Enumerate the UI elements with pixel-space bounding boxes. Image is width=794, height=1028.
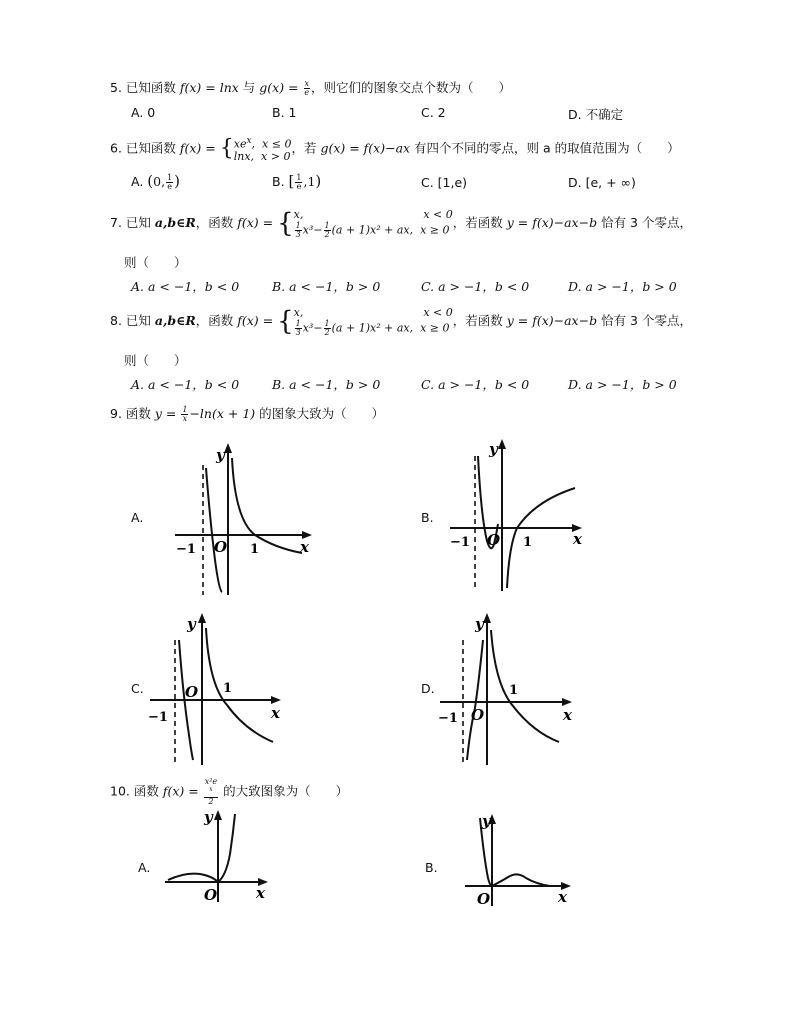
q9-graph-a-label: A. [131, 510, 144, 525]
svg-text:−1: −1 [450, 535, 470, 550]
q9-graph-a [170, 440, 320, 600]
q7-option-a: A. a < −1，b < 0 [131, 279, 240, 294]
q6-mid: ，若 [291, 140, 321, 156]
q6-option-a: A. (0, $\frac{1}{e}$ ) [131, 172, 181, 191]
svg-text:O: O [487, 531, 501, 549]
q8-option-a: A. a < −1，b < 0 [131, 377, 240, 392]
q6-option-d: D. [e, + ∞) [568, 175, 636, 190]
q5-g-fraction: $\frac{x}{e}$ [304, 79, 310, 97]
q9-graph-b [445, 436, 590, 596]
svg-text:y: y [489, 440, 498, 458]
svg-text:−1: −1 [176, 542, 196, 557]
q5-mid: 与 [238, 80, 260, 95]
svg-text:−1: −1 [438, 711, 458, 726]
svg-text:O: O [477, 890, 491, 908]
q5-option-a: A. 0 [131, 105, 156, 120]
q5-option-d: D. 不确定 [568, 107, 624, 122]
q5-option-b: B. 1 [272, 105, 297, 120]
svg-text:x: x [271, 704, 280, 722]
svg-text:−1: −1 [148, 710, 168, 725]
svg-text:x: x [563, 706, 572, 724]
svg-text:1: 1 [523, 535, 533, 550]
svg-text:y: y [216, 446, 225, 464]
q8-option-c: C. a > −1，b < 0 [421, 377, 530, 392]
svg-text:x: x [256, 884, 265, 902]
svg-text:1: 1 [223, 681, 233, 696]
q7-option-b: B. a < −1，b > 0 [272, 279, 381, 294]
q9-graph-c [145, 610, 290, 770]
q7-line2: 则（ ） [124, 255, 187, 270]
q6-f-expr: f(x) = [179, 140, 220, 156]
svg-text:O: O [185, 683, 199, 701]
svg-text:x: x [300, 538, 309, 556]
svg-text:y: y [187, 615, 196, 633]
q5-prefix: 5. 已知函数 [110, 80, 180, 95]
q9-stem: 9. 函数 y = $\frac{1}{x}$ −ln(x + 1) 的图象大致为（ ） [110, 405, 385, 423]
q10-graph-a [160, 804, 280, 904]
q6-piecewise: { $xe^x$, x ≤ 0 lnx, x > 0 [219, 135, 292, 163]
svg-text:x: x [573, 530, 582, 548]
svg-text:y: y [475, 615, 484, 633]
svg-text:1: 1 [509, 683, 519, 698]
svg-text:1: 1 [250, 542, 260, 557]
svg-text:y: y [204, 808, 213, 826]
svg-text:y: y [482, 812, 491, 830]
q7-option-d: D. a > −1，b > 0 [568, 279, 677, 294]
q8-line2: 则（ ） [124, 353, 187, 368]
q5-stem [110, 78, 511, 97]
q9-graph-c-label: C. [131, 681, 144, 696]
svg-text:O: O [204, 886, 218, 904]
q7-stem: 7. 已知 a,b∈R，函数 f(x) = { x, x < 0 $\frac{1}{3}$ x³− $\frac{1}{2}$ (a + 1)x² + ax, x ≥ 0 ，若函数 y = f(x)−ax−b 恰有 3 个零点， [110, 208, 692, 239]
q10-stem: 10. 函数 f(x) = x²e $^x$ 2 的大致图象为（ ） [110, 777, 349, 806]
q6-prefix: 6. 已知函数 [110, 140, 180, 156]
q8-option-b: B. a < −1，b > 0 [272, 377, 381, 392]
q6-suffix: 有四个不同的零点，则 a 的取值范围为（ ） [410, 140, 680, 156]
svg-text:O: O [471, 706, 485, 724]
q9-graph-d-label: D. [421, 681, 435, 696]
q10-graph-b [460, 808, 580, 908]
q8-stem: 8. 已知 a,b∈R，函数 f(x) = { x, x < 0 $\frac{1}{3}$ x³− $\frac{1}{2}$ (a + 1)x² + ax, x ≥ 0 ，若函数 y = f(x)−ax−b 恰有 3 个零点， [110, 306, 692, 337]
q6-option-b: B. [ $\frac{1}{e}$ ,1) [272, 172, 322, 191]
q10-graph-a-label: A. [138, 860, 151, 875]
q8-option-d: D. a > −1，b > 0 [568, 377, 677, 392]
q5-g-expr: g(x) = [259, 80, 303, 95]
q9-graph-d [435, 610, 580, 770]
q6-stem [110, 135, 680, 163]
q10-graph-b-label: B. [425, 860, 438, 875]
q7-piecewise: { x, x < 0 $\frac{1}{3}$ x³− $\frac{1}{2}$ (a + 1)x² + ax, x ≥ 0 [277, 208, 453, 239]
q6-option-c: C. [1,e) [421, 175, 468, 190]
q9-graph-b-label: B. [421, 510, 434, 525]
svg-text:x: x [558, 888, 567, 906]
q5-option-c: C. 2 [421, 105, 446, 120]
q5-f-expr: f(x) = lnx [179, 80, 239, 95]
svg-text:O: O [214, 538, 228, 556]
q5-suffix: ，则它们的图象交点个数为（ ） [311, 80, 512, 95]
q6-g-expr: g(x) = f(x)−ax [320, 140, 411, 156]
q8-piecewise: { x, x < 0 $\frac{1}{3}$ x³− $\frac{1}{2}$ (a + 1)x² + ax, x ≥ 0 [277, 306, 453, 337]
q7-option-c: C. a > −1，b < 0 [421, 279, 530, 294]
